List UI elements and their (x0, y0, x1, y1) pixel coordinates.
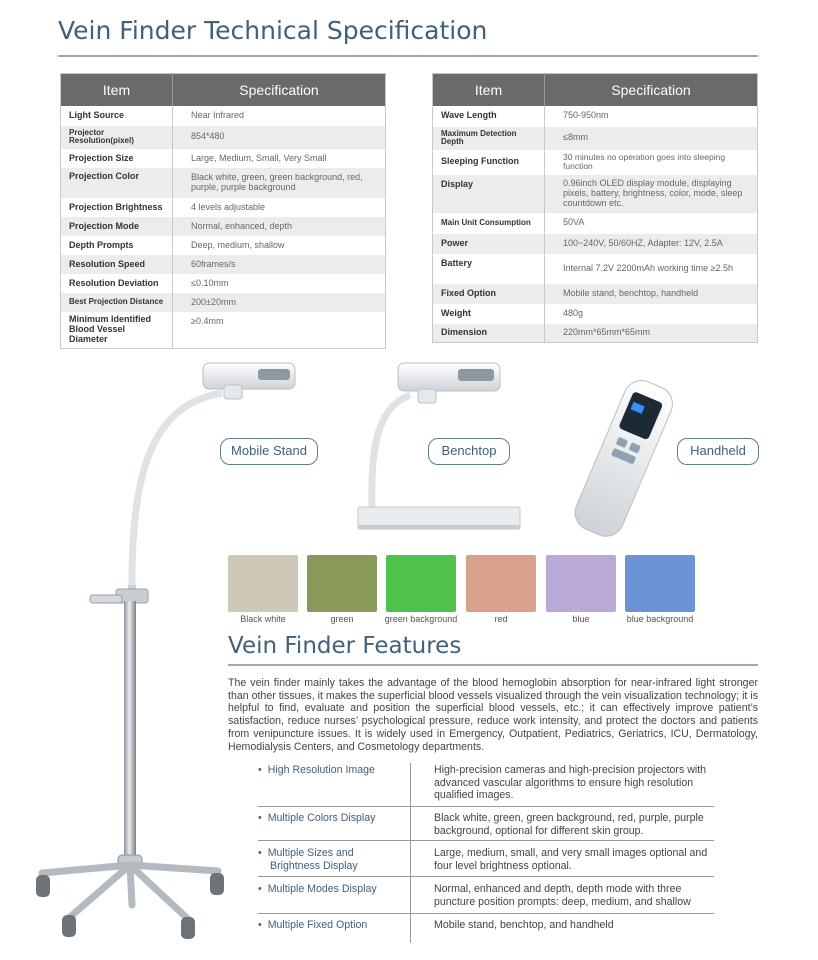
spec-value: Mobile stand, benchtop, handheld (545, 284, 758, 304)
spec-value: Normal, enhanced, depth (173, 217, 386, 236)
spec-key: Resolution Deviation (61, 274, 173, 293)
spec-key: Projector Resolution(pixel) (61, 126, 173, 150)
swatch-green-background (386, 555, 456, 612)
spec-key: Sleeping Function (433, 150, 545, 175)
spec-value: ≤8mm (545, 127, 758, 151)
spec-key: Power (433, 234, 545, 254)
spec-value: ≤0.10mm (173, 274, 386, 293)
label-handheld: Handheld (677, 438, 759, 465)
spec-value: 750-950nm (545, 106, 758, 127)
spec-key: Battery (433, 254, 545, 284)
swatch-blue-background (625, 555, 695, 612)
label-mobile-stand: Mobile Stand (220, 438, 318, 465)
spec-value: 50VA (545, 213, 758, 234)
spec-value: 854*480 (173, 126, 386, 150)
header-specification: Specification (545, 74, 758, 106)
spec-value: 60frames/s (173, 255, 386, 274)
spec-value: Black white, green, green background, red, purple, purple background (173, 168, 386, 198)
feature-desc: Normal, enhanced and depth, depth mode with three puncture position prompts: deep, medium, and shallow (434, 883, 691, 908)
handheld-illustration (569, 375, 678, 542)
spec-key: Depth Prompts (61, 236, 173, 255)
feature-name: Multiple Modes Display (267, 883, 377, 895)
spec-key: Light Source (61, 106, 173, 126)
title-divider (58, 55, 758, 57)
feature-divider (258, 913, 714, 914)
feature-divider (258, 876, 714, 877)
header-item: Item (61, 74, 173, 106)
spec-key: Projection Mode (61, 217, 173, 236)
spec-value: Deep, medium, shallow (173, 236, 386, 255)
feature-desc: Large, medium, small, and very small images optional and four level brightness optional. (434, 847, 708, 872)
spec-value: Internal 7.2V 2200mAh working time ≥2.5h (545, 254, 758, 284)
features-paragraph: The vein finder mainly takes the advantage of the blood hemoglobin absorption for near-infrared light stronger than other tissues, it makes the superficial blood vessels visualized through the vein visualization technology; it is helpful to find, evaluate and position the superficial blood vessels, etc.; it can effectively improve patient’s satisfaction, reduce nurses’ psychological pressure, reduce work intensity, and protect the doctors and patients from venipuncture issues. It is widely used in Emergency, Outpatient, Pediatrics, Geriatrics, ICU, Dermatology, Hemodialysis Centers, and Cosmetology departments. (228, 677, 758, 753)
spec-key: Projection Size (61, 149, 173, 168)
swatch-caption: blue background (626, 614, 694, 624)
header-specification: Specification (173, 74, 386, 106)
spec-key: Weight (433, 304, 545, 324)
feature-divider (258, 806, 714, 807)
spec-key: Projection Color (61, 168, 173, 198)
spec-value: 100~240V, 50/60HZ, Adapter: 12V, 2.5A (545, 234, 758, 254)
spec-value: 4 levels adjustable (173, 198, 386, 217)
feature-desc: Mobile stand, benchtop, and handheld (434, 919, 614, 931)
spec-key: Maximum Detection Depth (433, 127, 545, 151)
spec-key: Main Unit Consumption (433, 213, 545, 234)
swatch-green (307, 555, 377, 612)
feature-desc: High-precision cameras and high-precision projectors with advanced vascular algorithms to ensure high resolution qualified images. (434, 764, 707, 801)
spec-key: Resolution Speed (61, 255, 173, 274)
features-column-divider (410, 763, 411, 943)
spec-key: Fixed Option (433, 284, 545, 304)
swatch-caption: blue (572, 614, 590, 624)
spec-key: Best Projection Distance (61, 293, 173, 312)
spec-value: 0.96inch OLED display module, displaying pixels, battery, brightness, color, mode, sleep countdown etc. (545, 175, 758, 213)
spec-value: 220mm*65mm*65mm (545, 324, 758, 343)
spec-value: Near Infrared (173, 106, 386, 126)
spec-key: Display (433, 175, 545, 213)
feature-name: High Resolution Image (267, 764, 375, 776)
swatch-caption: red (494, 614, 508, 624)
features-divider (228, 664, 758, 666)
swatch-caption: green background (384, 614, 458, 624)
feature-desc: Black white, green, green background, red, purple, purple background, optional for different skin group. (434, 812, 704, 837)
spec-key: Dimension (433, 324, 545, 343)
spec-value: 200±20mm (173, 293, 386, 312)
spec-key: Projection Brightness (61, 198, 173, 217)
feature-divider (258, 840, 714, 841)
swatch-blue (546, 555, 616, 612)
page-title: Vein Finder Technical Specification (58, 16, 488, 45)
features-title: Vein Finder Features (228, 633, 462, 659)
spec-key: Wave Length (433, 106, 545, 127)
label-benchtop: Benchtop (428, 438, 510, 465)
header-item: Item (433, 74, 545, 106)
swatch-red (466, 555, 536, 612)
spec-value: 30 minutes no operation goes into sleeping function (545, 150, 758, 175)
spec-value: ≥0.4mm (173, 312, 386, 348)
spec-table-right (432, 73, 758, 343)
spec-value: Large, Medium, Small, Very Small (173, 149, 386, 168)
swatch-caption: Black white (240, 614, 286, 624)
spec-value: 480g (545, 304, 758, 324)
swatch-black-white (228, 555, 298, 612)
feature-name: Multiple Colors Display (267, 812, 376, 824)
swatch-caption: green (330, 614, 354, 624)
spec-key: Minimum Identified Blood Vessel Diameter (61, 312, 173, 348)
feature-name: Multiple Sizes and Brightness Display (267, 847, 358, 872)
feature-name: Multiple Fixed Option (267, 919, 368, 931)
spec-table-left (60, 73, 386, 349)
